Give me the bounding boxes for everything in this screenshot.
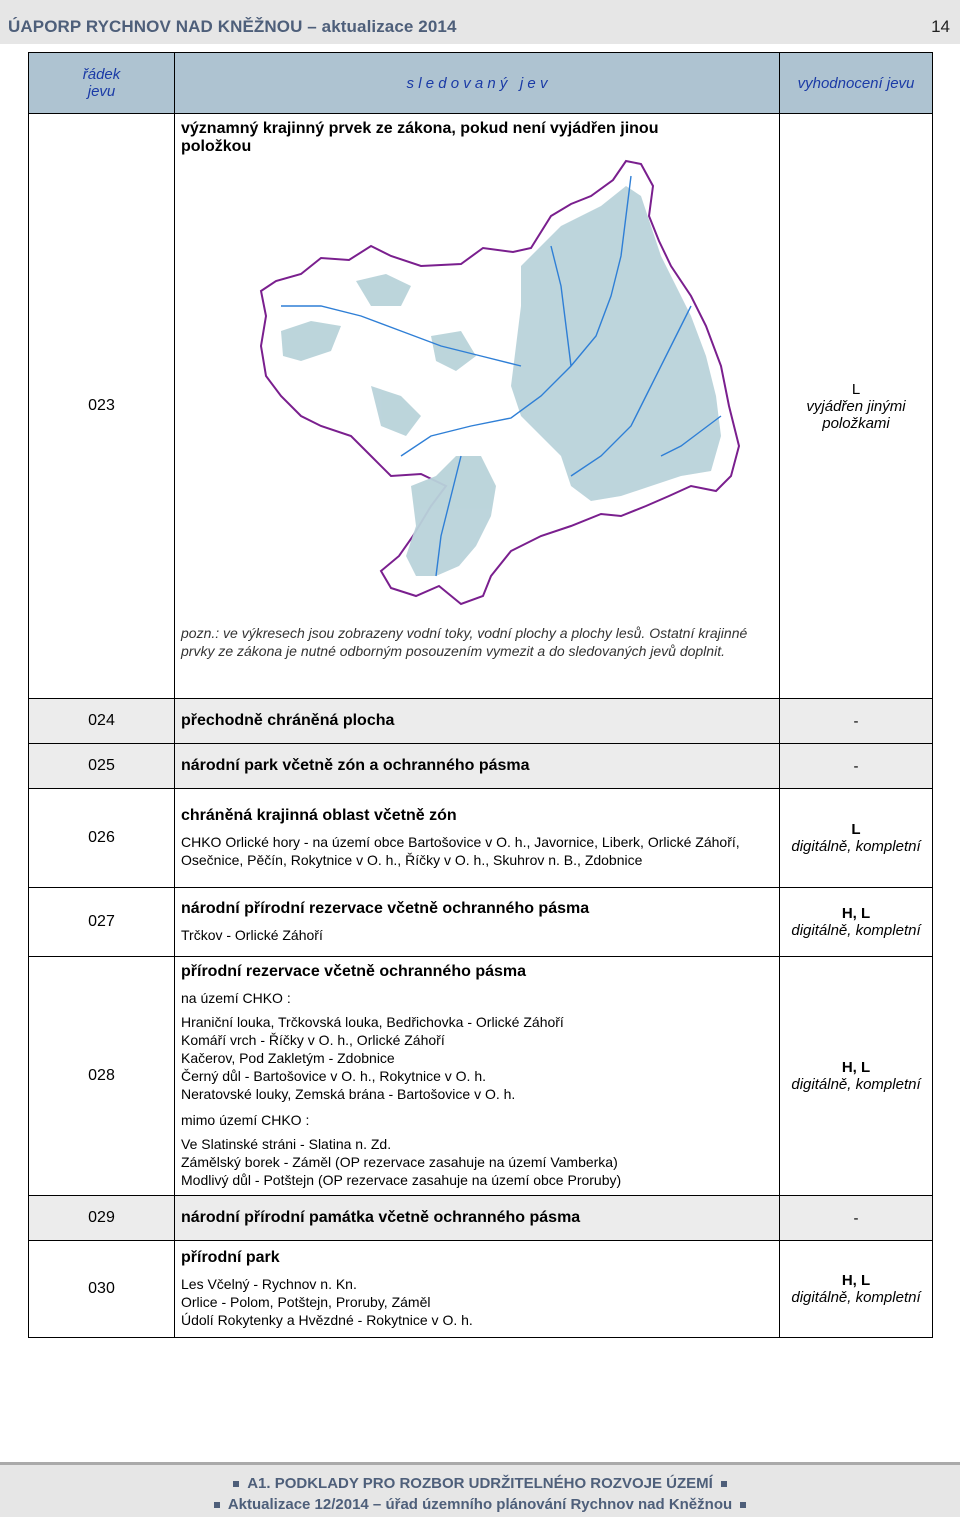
- row-evaluation: [780, 957, 933, 1196]
- col-header-row-label: řádek jevu: [29, 53, 175, 114]
- page-number: 14: [931, 17, 950, 36]
- page-footer: [0, 1462, 960, 1517]
- row-number: 026: [29, 789, 175, 888]
- bullet-icon: [214, 1502, 220, 1508]
- table-row: [29, 699, 933, 744]
- footer-line-1: A1. PODKLADY PRO ROZBOR UDRŽITELNÉHO ROZVOJE ÚZEMÍ: [247, 1475, 713, 1492]
- list-item: Ve Slatinské stráni - Slatina n. Zd.: [181, 1136, 392, 1152]
- row-title: přírodní park: [181, 1249, 280, 1266]
- row-evaluation: [780, 789, 933, 888]
- row-description: [175, 1241, 780, 1338]
- row-title: přechodně chráněná plocha: [175, 699, 780, 744]
- footer-line-2: Aktualizace 12/2014 – úřad územního plánování Rychnov nad Kněžnou: [227, 1496, 733, 1513]
- table-row: [29, 114, 933, 699]
- row-evaluation: -: [780, 699, 933, 744]
- list-item: Černý důl - Bartošovice v O. h., Rokytnice v O. h.: [181, 1068, 486, 1084]
- list-item: Modlivý důl - Potštejn (OP rezervace zasahuje na území obce Proruby): [181, 1172, 622, 1188]
- col-header-evaluation: vyhodnocení jevu: [780, 53, 933, 114]
- row-evaluation: -: [780, 1196, 933, 1241]
- evaluation-code: L: [851, 821, 861, 838]
- row-number: 024: [29, 699, 175, 744]
- bullet-icon: [233, 1481, 239, 1487]
- row-note: pozn.: ve výkresech jsou zobrazeny vodní toky, vodní plochy a plochy lesů. Ostatní krajinné prvky ze zákona je nutné odborným posouzením vymezit a do sledovaných jevů doplnit.: [181, 625, 748, 659]
- table-header-row: [29, 53, 933, 114]
- row-number: 030: [29, 1241, 175, 1338]
- row-description: [175, 789, 780, 888]
- table-row: [29, 957, 933, 1196]
- row-number: 028: [29, 957, 175, 1196]
- row-number: 023: [29, 114, 175, 699]
- list-item: Les Včelný - Rychnov n. Kn.: [181, 1276, 357, 1292]
- list-item: Komáří vrch - Říčky v O. h., Orlické Záhoří: [181, 1032, 445, 1048]
- row-number: 025: [29, 744, 175, 789]
- list-item: Neratovské louky, Zemská brána - Bartošovice v O. h.: [181, 1086, 516, 1102]
- row-title: národní park včetně zón a ochranného pásma: [175, 744, 780, 789]
- list-item: Orlice - Polom, Potštejn, Proruby, Záměl: [181, 1294, 431, 1310]
- row-evaluation: [780, 1241, 933, 1338]
- evaluation-code: H, L: [841, 905, 871, 922]
- row-evaluation: [780, 888, 933, 957]
- row-description: [175, 888, 780, 957]
- table-row: [29, 1241, 933, 1338]
- list-item: Kačerov, Pod Zakletým - Zdobnice: [181, 1050, 395, 1066]
- row-number: 027: [29, 888, 175, 957]
- table-row: [29, 744, 933, 789]
- row-description: [175, 957, 780, 1196]
- row-title: chráněná krajinná oblast včetně zón: [181, 807, 457, 824]
- list-item: Hraniční louka, Trčkovská louka, Bedřichovka - Orlické Záhoří: [181, 1014, 564, 1030]
- out-chko-label: mimo území CHKO :: [181, 1112, 310, 1128]
- row-number: 029: [29, 1196, 175, 1241]
- document-title: ÚAPORP RYCHNOV NAD KNĚŽNOU – aktualizace 2014: [8, 17, 457, 36]
- row-title: významný krajinný prvek ze zákona, pokud není vyjádřen jinou položkou: [181, 120, 659, 155]
- evaluation-status: digitálně, kompletní: [791, 1289, 921, 1306]
- row-title: národní přírodní rezervace včetně ochranného pásma: [181, 900, 590, 917]
- evaluation-status: vyjádřen jinými položkami: [806, 397, 906, 432]
- row-description: [175, 114, 780, 699]
- phenomena-table: [28, 52, 933, 1338]
- table-row: [29, 888, 933, 957]
- row-evaluation: [780, 114, 933, 699]
- evaluation-status: digitálně, kompletní: [791, 838, 921, 855]
- row-text: Trčkov - Orlické Záhoří: [181, 927, 323, 943]
- evaluation-code: H, L: [841, 1272, 871, 1289]
- evaluation-code: L: [851, 380, 861, 398]
- list-item: Zámělský borek - Záměl (OP rezervace zasahuje na území Vamberka): [181, 1154, 618, 1170]
- bullet-icon: [721, 1481, 727, 1487]
- row-text: CHKO Orlické hory - na území obce Bartošovice v O. h., Javornice, Liberk, Orlické Záhoří, Osečnice, Pěčín, Rokytnice v O. h., Říčky v O. h., Skuhrov n. B., Zdobnice: [181, 834, 740, 868]
- table-row: [29, 789, 933, 888]
- page-header: [0, 0, 960, 44]
- col-header-phenomenon: s l e d o v a n ý j e v: [175, 53, 780, 114]
- evaluation-status: digitálně, kompletní: [791, 922, 921, 939]
- bullet-icon: [740, 1502, 746, 1508]
- evaluation-code: H, L: [841, 1059, 871, 1076]
- evaluation-status: digitálně, kompletní: [791, 1076, 921, 1093]
- row-title: přírodní rezervace včetně ochranného pásma: [181, 963, 527, 980]
- table-row: [29, 1196, 933, 1241]
- row-evaluation: -: [780, 744, 933, 789]
- row-title: národní přírodní památka včetně ochranného pásma: [175, 1196, 780, 1241]
- list-item: Údolí Rokytenky a Hvězdné - Rokytnice v O. h.: [181, 1312, 473, 1328]
- in-chko-label: na území CHKO :: [181, 990, 291, 1006]
- district-map: [221, 156, 741, 616]
